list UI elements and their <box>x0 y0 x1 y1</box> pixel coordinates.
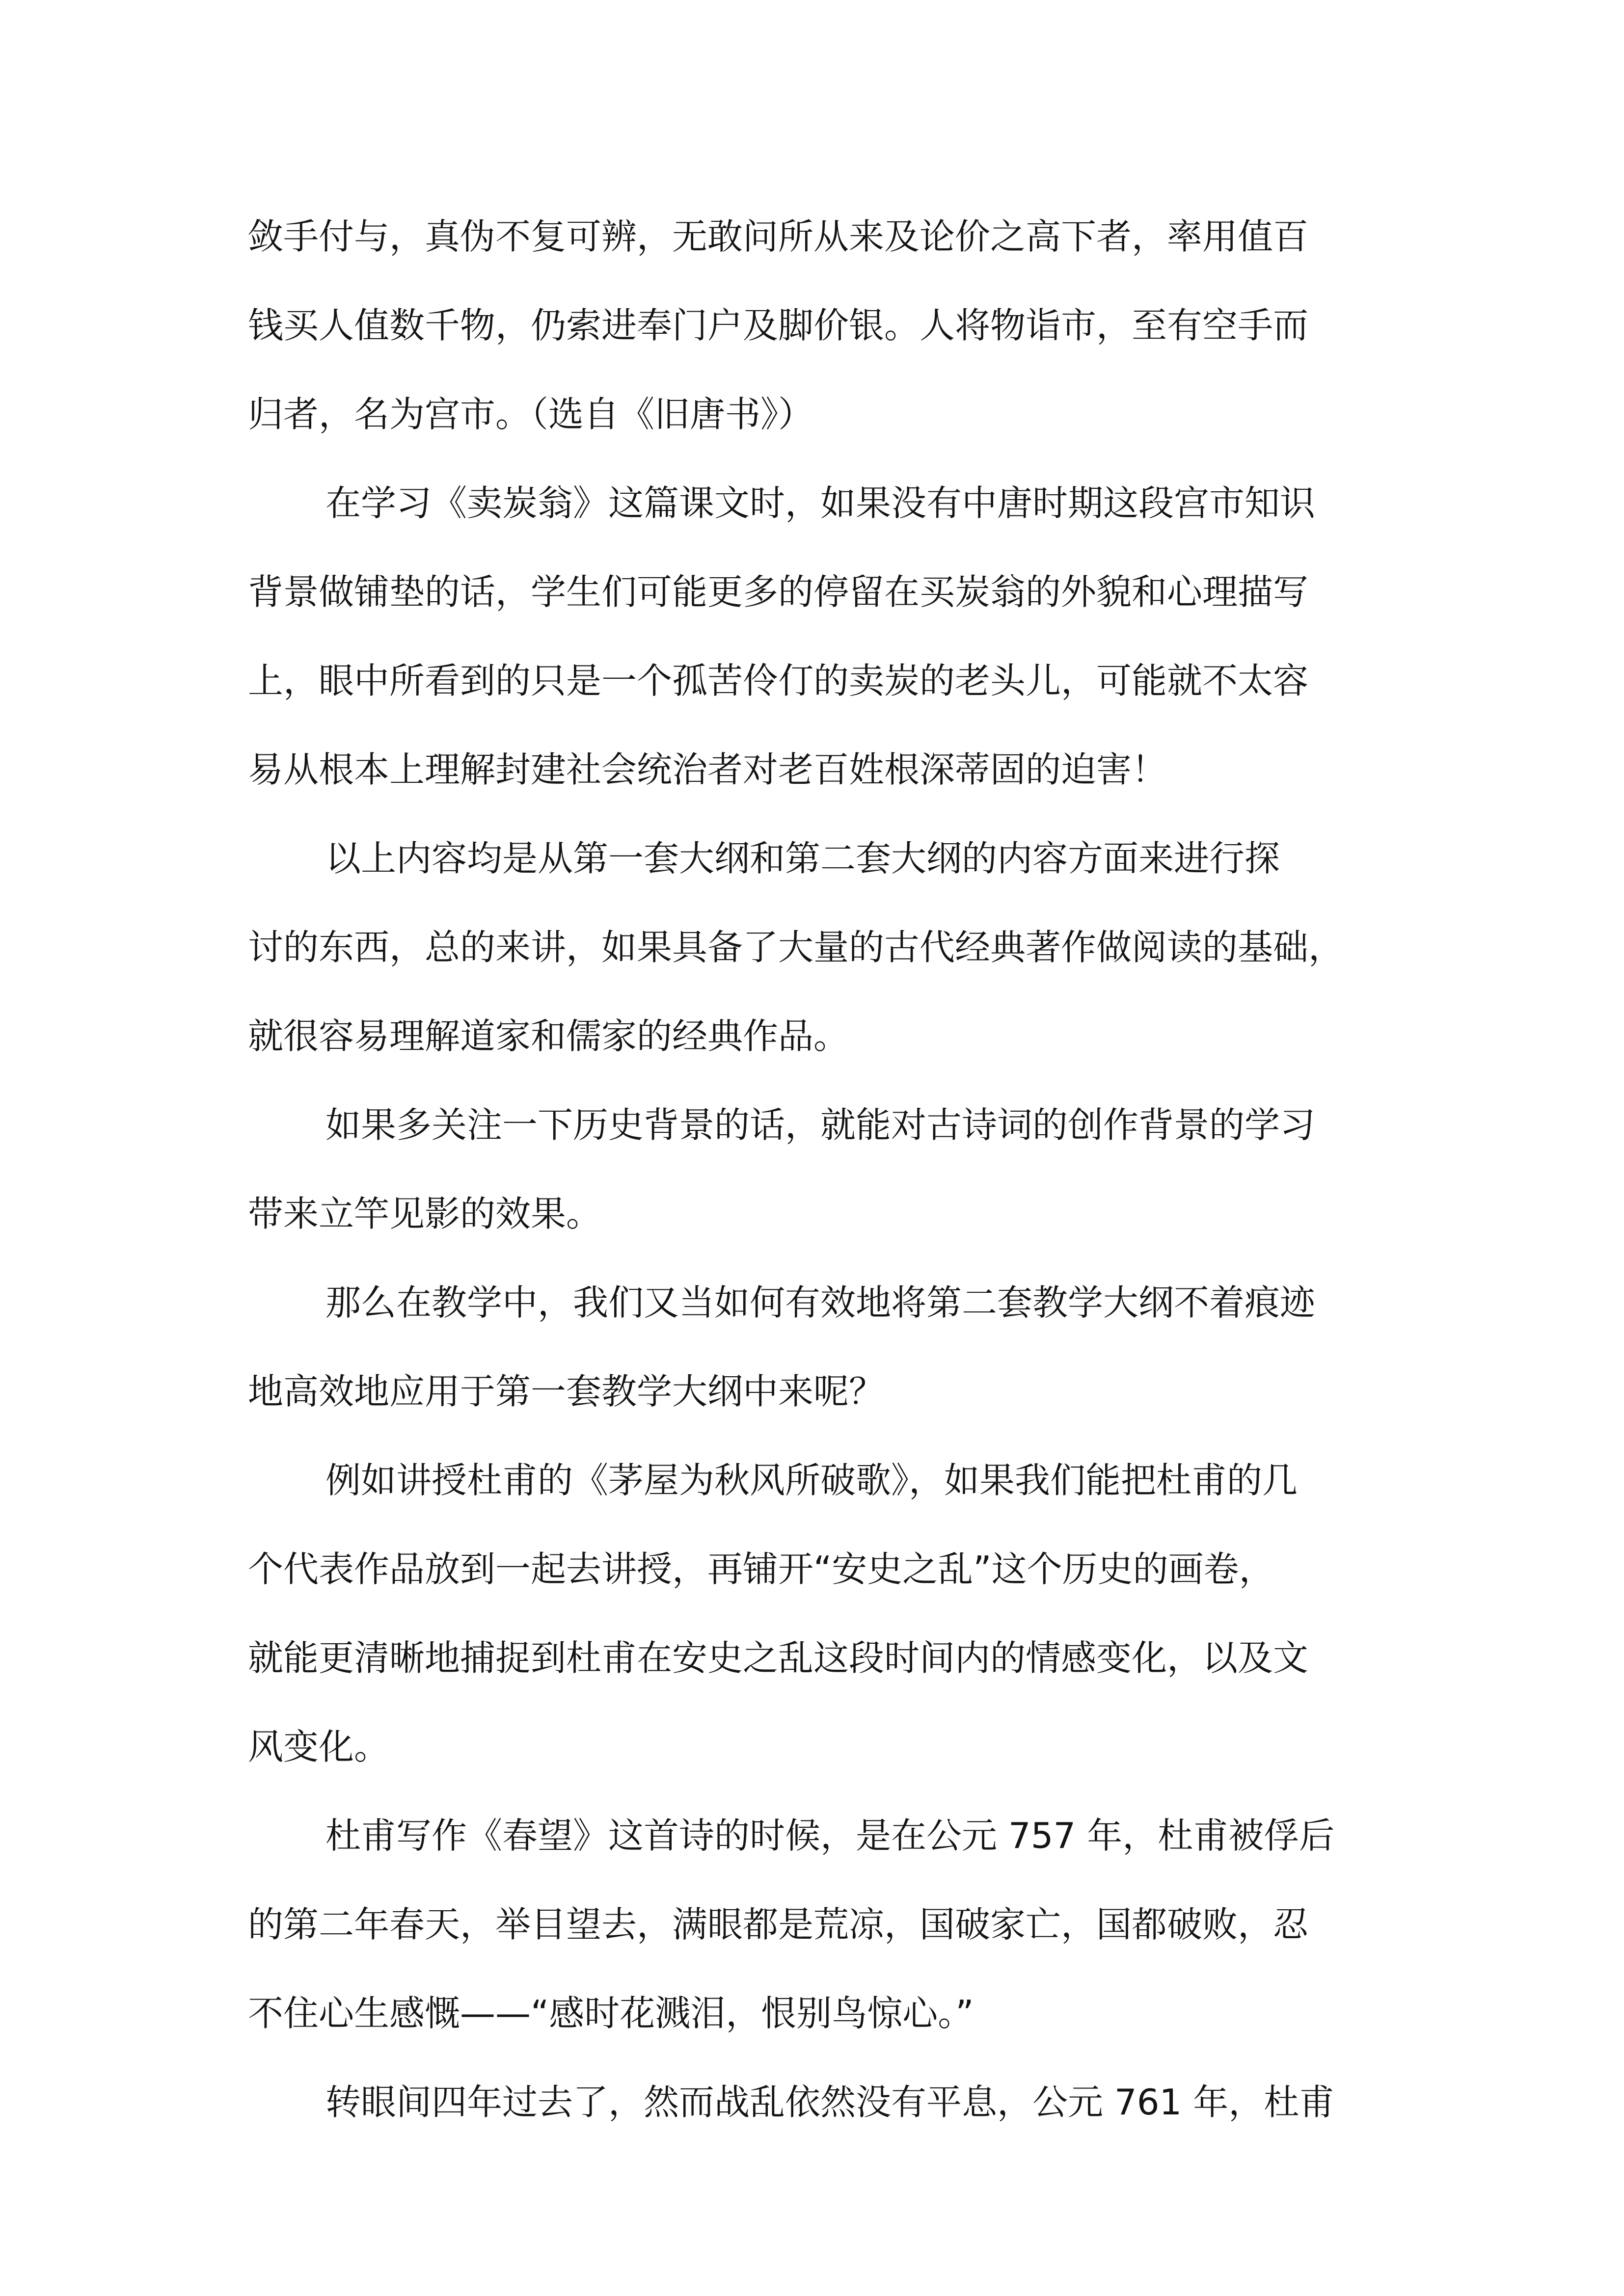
text-line: 钱买人值数千物，仍索进奉门户及脚价银。人将物诣市，至有空手而 <box>248 305 1309 346</box>
text-line: 转眼间四年过去了，然而战乱依然没有平息，公元 761 年，杜甫 <box>325 2082 1335 2123</box>
text-line: 带来立竿见影的效果。 <box>248 1193 602 1234</box>
text-line: 风变化。 <box>248 1726 390 1767</box>
text-line: 个代表作品放到一起去讲授，再铺开“安史之乱”这个历史的画卷， <box>248 1548 1274 1590</box>
text-line: 以上内容均是从第一套大纲和第二套大纲的内容方面来进行探 <box>325 838 1280 879</box>
text-line: 敛手付与，真伪不复可辨，无敢问所从来及论价之高下者，率用值百 <box>248 216 1309 257</box>
body-text <box>248 214 1397 2169</box>
text-line: 就很容易理解道家和儒家的经典作品。 <box>248 1015 849 1057</box>
text-line: 易从根本上理解封建社会统治者对老百姓根深蒂固的迫害！ <box>248 749 1167 790</box>
text-line: 的第二年春天，举目望去，满眼都是荒凉，国破家亡，国都破败，忍 <box>248 1904 1309 1945</box>
text-line: 讨的东西，总的来讲，如果具备了大量的古代经典著作做阅读的基础， <box>248 927 1344 968</box>
text-line: 如果多关注一下历史背景的话，就能对古诗词的创作背景的学习 <box>325 1104 1316 1146</box>
text-line: 地高效地应用于第一套教学大纲中来呢？ <box>248 1371 885 1412</box>
text-line: 那么在教学中，我们又当如何有效地将第二套教学大纲不着痕迹 <box>325 1282 1316 1323</box>
text-line: 就能更清晰地捕捉到杜甫在安史之乱这段时间内的情感变化，以及文 <box>248 1637 1309 1679</box>
text-line: 上，眼中所看到的只是一个孤苦伶仃的卖炭的老头儿，可能就不太容 <box>248 660 1309 701</box>
text-line: 归者，名为宫市。（选自《旧唐书》） <box>248 394 814 435</box>
text-line: 不住心生感慨——“感时花溅泪，恨别鸟惊心。” <box>248 1993 974 2034</box>
text-line: 例如讲授杜甫的《茅屋为秋风所破歌》，如果我们能把杜甫的几 <box>325 1460 1298 1501</box>
text-line: 背景做铺垫的话，学生们可能更多的停留在买炭翁的外貌和心理描写 <box>248 571 1309 613</box>
text-line: 杜甫写作《春望》这首诗的时候，是在公元 757 年，杜甫被俘后 <box>325 1815 1335 1856</box>
text-line: 在学习《卖炭翁》这篇课文时，如果没有中唐时期这段宫市知识 <box>325 482 1316 524</box>
